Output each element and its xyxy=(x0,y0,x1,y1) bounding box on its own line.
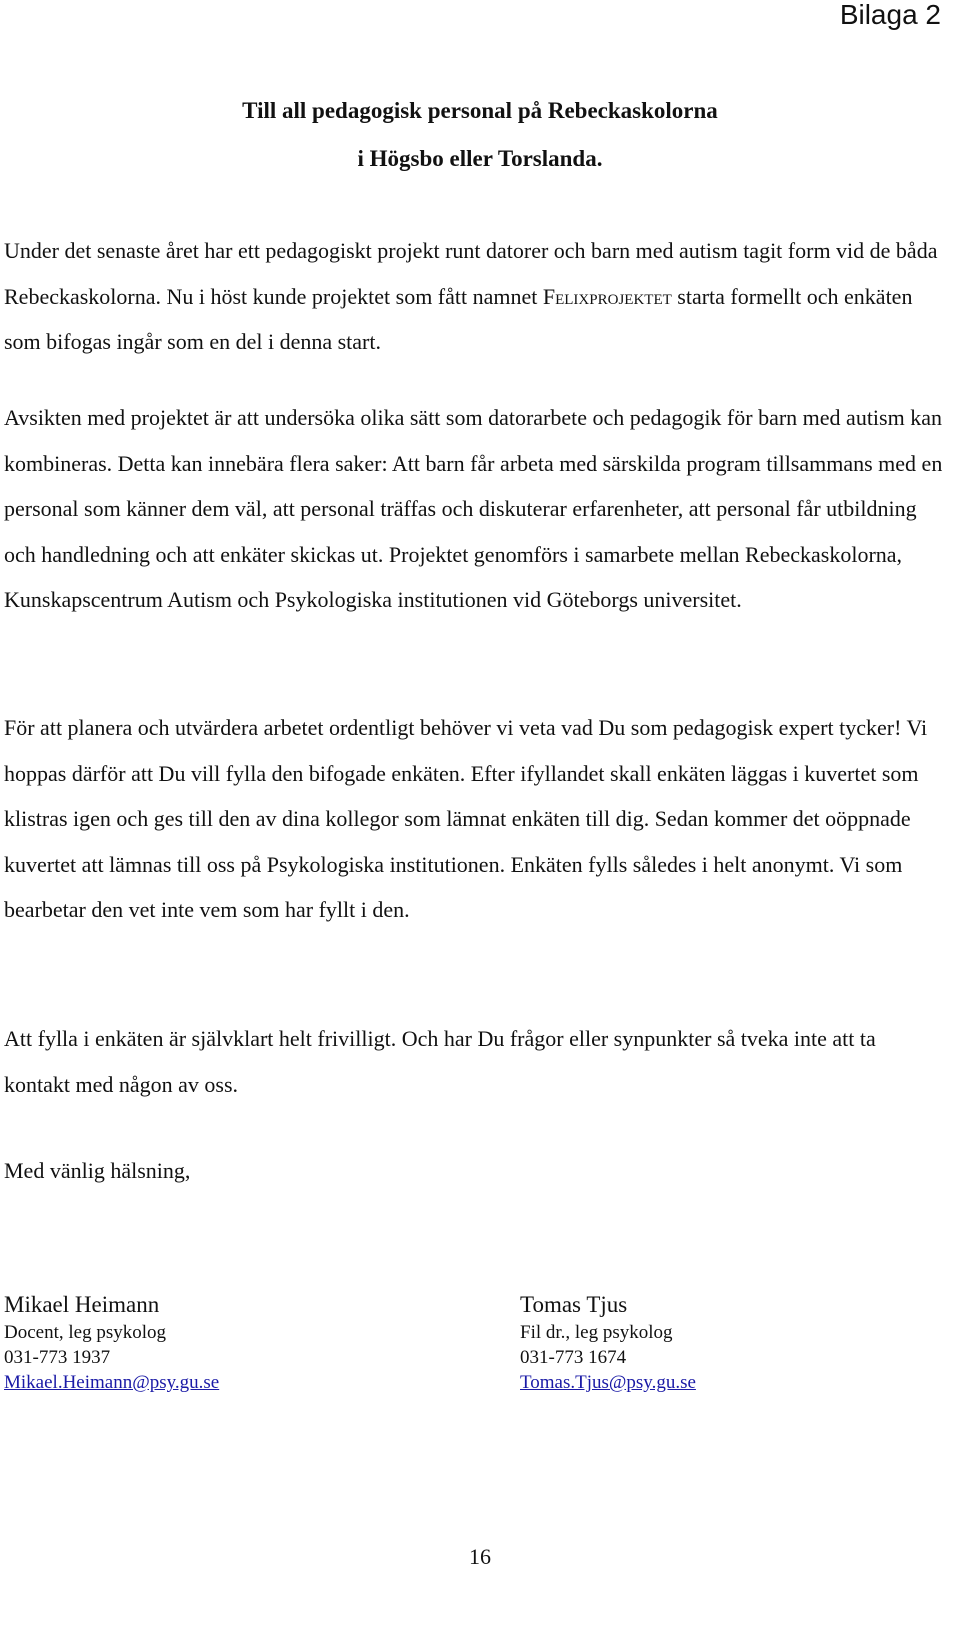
letter-title-line-2: i Högsbo eller Torslanda. xyxy=(357,146,603,171)
signature-title: Docent, leg psykolog xyxy=(4,1322,167,1343)
annex-label: Bilaga 2 xyxy=(839,0,941,30)
signature-title: Fil dr., leg psykolog xyxy=(520,1322,673,1343)
paragraph-intro-text-2: starta formellt och enkäten som bifogas ingår som en del i denna start. xyxy=(4,283,913,355)
signature-email-link[interactable]: Tomas.Tjus@psy.gu.se xyxy=(520,1372,696,1393)
letter-title-line-1: Till all pedagogisk personal på Rebeckaskolorna xyxy=(242,98,718,123)
signature-email-link[interactable]: Mikael.Heimann@psy.gu.se xyxy=(4,1372,220,1393)
paragraph-voluntary: Att fylla i enkäten är självklart helt frivilligt. Och har Du frågor eller synpunkter så tveka inte att ta kontakt med någon av oss. xyxy=(4,1026,876,1097)
signature-name: Mikael Heimann xyxy=(4,1292,160,1317)
paragraph-instructions: För att planera och utvärdera arbetet ordentligt behöver vi veta vad Du som pedagogisk expert tycker! Vi hoppas därför att Du vill fylla den bifogade enkäten. Efter ifyllandet skall enkäten läggas i kuvertet som klistras igen och ges till den av dina kollegor som lämnat enkäten till dig. Sedan kommer det oöppnade kuvertet att lämnas till oss på Psykologiska institutionen. Enkäten fylls således i helt anonymt. Vi som bearbetar den vet inte vem som har fyllt i den. xyxy=(4,715,928,923)
paragraph-purpose: Avsikten med projektet är att undersöka olika sätt som datorarbete och pedagogik för barn med autism kan kombineras. Detta kan innebära flera saker: Att barn får arbeta med särskilda program tillsammans med en personal som känner dem väl, att personal träffas och diskuterar erfarenheter, att personal får utbildning och handledning och att enkäter skickas ut. Projektet genomförs i samarbete mellan Rebeckaskolorna, Kunskapscentrum Autism och Psykologiska institutionen vid Göteborgs universitet. xyxy=(4,405,943,613)
page-number: 16 xyxy=(469,1544,491,1569)
signature-block-tjus xyxy=(520,1290,940,1395)
signature-name: Tomas Tjus xyxy=(520,1292,628,1317)
signature-phone: 031-773 1937 xyxy=(4,1347,111,1368)
paragraph-intro-text-1: Under det senaste året har ett pedagogiskt projekt runt datorer och barn med autism tagit form vid de båda Rebeckaskolorna. Nu i höst kunde projektet som fått namnet xyxy=(4,238,938,309)
project-name: Felixprojektet xyxy=(542,283,672,309)
signature-block-heimann xyxy=(4,1290,424,1395)
signature-phone: 031-773 1674 xyxy=(520,1347,627,1368)
paragraph-intro xyxy=(4,228,944,365)
closing-greeting: Med vänlig hälsning, xyxy=(4,1158,191,1183)
